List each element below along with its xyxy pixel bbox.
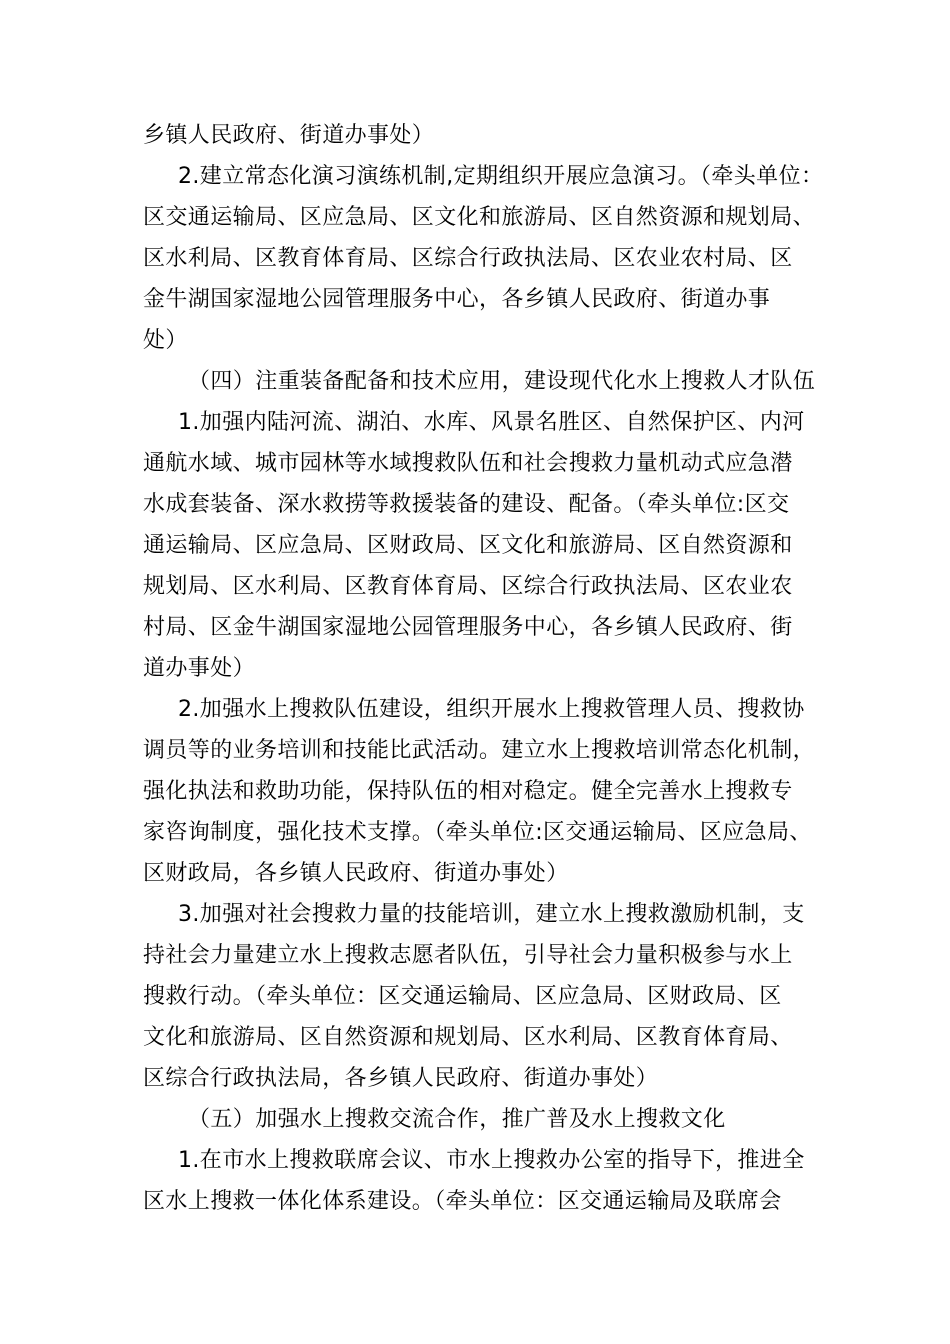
- text-line: 通运输局、区应急局、区财政局、区文化和旅游局、区自然资源和: [143, 533, 793, 558]
- paragraph-start: 2.加强水上搜救队伍建设，组织开展水上搜救管理人员、搜救协: [178, 697, 805, 722]
- text-line: 文化和旅游局、区自然资源和规划局、区水利局、区教育体育局、: [143, 1025, 793, 1050]
- text-line: 强化执法和救助功能，保持队伍的相对稳定。健全完善水上搜救专: [143, 779, 793, 804]
- section-heading: （五）加强水上搜救交流合作，推广普及水上搜救文化: [188, 1107, 726, 1132]
- text-line: 区交通运输局、区应急局、区文化和旅游局、区自然资源和规划局、: [143, 205, 816, 230]
- text-line: 村局、区金牛湖国家湿地公园管理服务中心，各乡镇人民政府、街: [143, 615, 793, 640]
- text-line: 区综合行政执法局，各乡镇人民政府、街道办事处）: [143, 1066, 659, 1091]
- text-line: 通航水域、城市园林等水域搜救队伍和社会搜救力量机动式应急潜: [143, 451, 793, 476]
- text-line: 家咨询制度，强化技术支撑。（牵头单位:区交通运输局、区应急局、: [143, 820, 812, 845]
- text-line: 金牛湖国家湿地公园管理服务中心，各乡镇人民政府、街道办事: [143, 287, 771, 312]
- text-line: 水成套装备、深水救捞等救援装备的建设、配备。（牵头单位:区交: [143, 492, 790, 517]
- text-line: 规划局、区水利局、区教育体育局、区综合行政执法局、区农业农: [143, 574, 793, 599]
- paragraph-start: 2.建立常态化演习演练机制,定期组织开展应急演习。（牵头单位：: [178, 164, 824, 189]
- paragraph-start: 1.在市水上搜救联席会议、市水上搜救办公室的指导下，推进全: [178, 1148, 805, 1173]
- text-line: 持社会力量建立水上搜救志愿者队伍，引导社会力量积极参与水上: [143, 943, 793, 968]
- text-line: 乡镇人民政府、街道办事处）: [143, 123, 435, 148]
- paragraph-start: 3.加强对社会搜救力量的技能培训，建立水上搜救激励机制，支: [178, 902, 805, 927]
- section-heading: （四）注重装备配备和技术应用，建设现代化水上搜救人才队伍: [188, 369, 816, 394]
- text-line: 搜救行动。（牵头单位：区交通运输局、区应急局、区财政局、区: [143, 984, 782, 1009]
- text-line: 区水利局、区教育体育局、区综合行政执法局、区农业农村局、区: [143, 246, 793, 271]
- paragraph-start: 1.加强内陆河流、湖泊、水库、风景名胜区、自然保护区、内河: [178, 410, 805, 435]
- text-line: 区水上搜救一体化体系建设。（牵头单位：区交通运输局及联席会: [143, 1189, 782, 1214]
- text-line: 区财政局，各乡镇人民政府、街道办事处）: [143, 861, 569, 886]
- text-line: 处）: [143, 328, 188, 353]
- text-line: 调员等的业务培训和技能比武活动。建立水上搜救培训常态化机制，: [143, 738, 816, 763]
- text-line: 道办事处）: [143, 656, 256, 681]
